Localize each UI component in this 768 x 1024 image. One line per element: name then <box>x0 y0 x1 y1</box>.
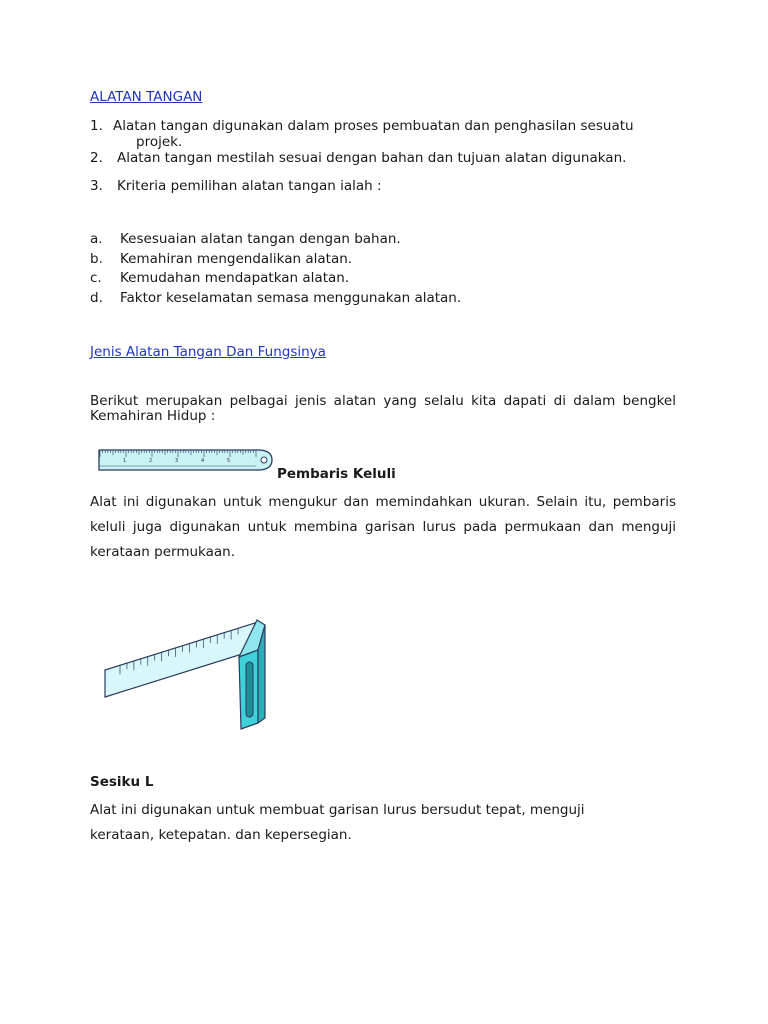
item-letter: a. <box>90 231 103 247</box>
ruler-desc-line-1: Alat ini digunakan untuk mengukur dan memindahkan ukuran. Selain itu, pembaris <box>90 494 676 510</box>
heading-alatan-tangan: ALATAN TANGAN <box>90 89 203 105</box>
numbered-item-2 <box>90 150 626 166</box>
numbered-item-1-continuation: projek. <box>136 134 183 150</box>
ruler-number-2: 2 <box>149 458 153 464</box>
square-title: Sesiku L <box>90 774 154 790</box>
numbered-item-1 <box>90 118 634 134</box>
steel-ruler-illustration <box>96 447 274 473</box>
criteria-item-d <box>90 290 461 306</box>
item-number: 2. <box>90 150 103 166</box>
ruler-number-5: 5 <box>227 458 231 464</box>
item-text: Alatan tangan digunakan dalam proses pembuatan dan penghasilan sesuatu <box>113 118 634 134</box>
ruler-title: Pembaris Keluli <box>277 466 396 482</box>
item-number: 3. <box>90 178 103 194</box>
ruler-number-3: 3 <box>175 458 179 464</box>
criteria-item-b <box>90 251 352 267</box>
square-blade <box>105 623 255 697</box>
ruler-desc-line-3: kerataan permukaan. <box>90 544 236 560</box>
item-letter: d. <box>90 290 103 306</box>
square-desc-line-2: kerataan, ketepatan. dan kepersegian. <box>90 827 352 843</box>
item-text: Kesesuaian alatan tangan dengan bahan. <box>120 231 401 247</box>
square-desc-line-1: Alat ini digunakan untuk membuat garisan lurus bersudut tepat, menguji <box>90 802 585 818</box>
item-text: Kemudahan mendapatkan alatan. <box>120 270 350 286</box>
square-handle-slot <box>246 662 253 717</box>
intro-line-1: Berikut merupakan pelbagai jenis alatan yang selalu kita dapati di dalam bengkel <box>90 393 676 409</box>
try-square-illustration <box>100 615 270 735</box>
ruler-hang-hole <box>261 457 267 463</box>
intro-paragraph <box>90 393 676 424</box>
ruler-desc-line-2: keluli juga digunakan untuk membina garisan lurus pada permukaan dan menguji <box>90 519 676 535</box>
heading-jenis-alatan: Jenis Alatan Tangan Dan Fungsinya <box>90 344 326 360</box>
intro-line-2: Kemahiran Hidup : <box>90 408 216 424</box>
item-letter: b. <box>90 251 103 267</box>
item-text: Kemahiran mengendalikan alatan. <box>120 251 353 267</box>
criteria-item-c <box>90 270 349 286</box>
item-text: Alatan tangan mestilah sesuai dengan bahan dan tujuan alatan digunakan. <box>117 150 627 166</box>
ruler-description <box>90 490 676 565</box>
item-text: Kriteria pemilihan alatan tangan ialah : <box>117 178 382 194</box>
item-text: Faktor keselamatan semasa menggunakan alatan. <box>120 290 462 306</box>
numbered-item-3 <box>90 178 382 194</box>
square-description <box>90 798 585 848</box>
item-number: 1. <box>90 118 103 134</box>
ruler-number-4: 4 <box>201 458 205 464</box>
item-letter: c. <box>90 270 102 286</box>
ruler-number-1: 1 <box>123 458 127 464</box>
criteria-item-a <box>90 231 401 247</box>
